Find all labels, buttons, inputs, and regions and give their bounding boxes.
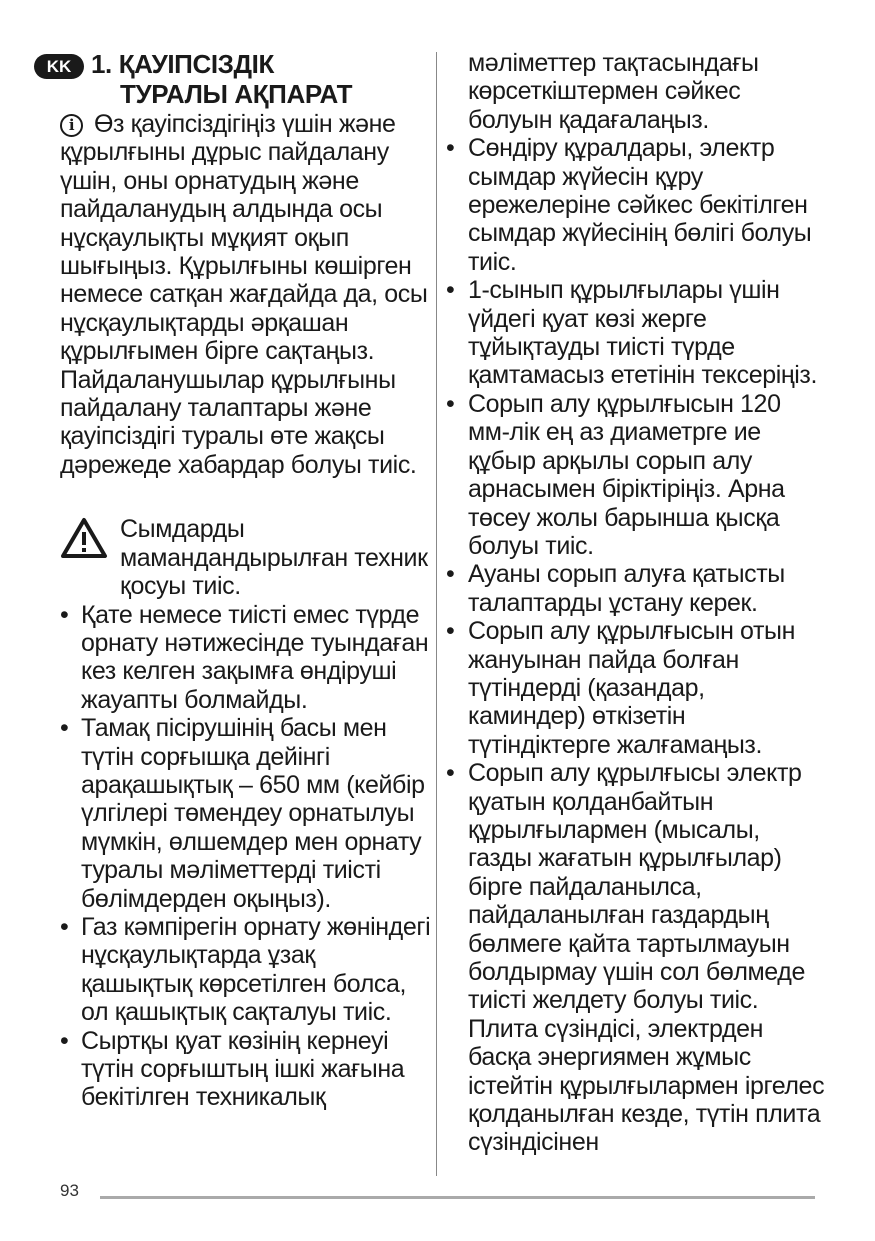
left-column [46,49,432,1112]
page-number: 93 [60,1181,79,1200]
heading-line-2: ТУРАЛЫ АҚПАРАТ [120,79,353,109]
right-column [446,49,826,1157]
info-icon: i [60,114,83,137]
list-item: • Сорып алу құрылғысы электр қуатын қолданбайтын құрылғылармен (мысалы, газды жағатын құрылғылар) бірге пайдаланылса, пайдаланылған газдардың бөлмеге қайта тартылмауын болдырмау үшін сол бөлмеде тиісті желдету болуы тиіс. Плита сүзіндісі, электрден басқа энергиямен жұмыс істейтін құрылғылармен іргелес қолданылған кезде, түтін плита сүзіндісінен [446,759,826,1157]
list-item: • Ауаны сорып алуға қатысты талаптарды ұстану керек. [446,560,826,617]
section-heading [46,49,432,109]
continuation-text: мәліметтер тақтасындағы көрсеткіштермен сәйкес болуын қадағалаңыз. [468,49,759,134]
list-item: • Қате немесе тиісті емес түрде орнату нәтижесінде туындаған кез келген зақымға өндіруші жауапты болмайды. [60,601,432,715]
heading-line-1: 1. ҚАУІПСІЗДІК [91,49,274,79]
list-item: • Сорып алу құрылғысын отын жануынан пайда болған түтіндерді (қазандар, каминдер) өткізетін түтіндіктерге жалғамаңыз. [446,617,826,759]
intro-paragraph [60,110,432,479]
language-badge: KK [34,54,84,79]
warning-block [60,515,432,600]
left-bullet-list [60,601,432,1112]
list-item: • Сыртқы қуат көзінің кернеуі түтін сорғыштың ішкі жағына бекітілген техникалық [60,1027,432,1112]
list-item: • Газ кәмпірегін орнату жөніндегі нұсқаулықтарда ұзақ қашықтық көрсетілген болса, ол қашықтық сақталуы тиіс. [60,913,432,1027]
column-divider [436,52,437,1176]
footer-rule [100,1196,815,1199]
list-item: • 1-сынып құрылғылары үшін үйдегі қуат көзі жерге тұйықтауды тиісті түрде қамтамасыз ететінін тексеріңіз. [446,276,826,390]
list-item: • Тамақ пісірушінің басы мен түтін сорғышқа дейінгі арақашықтық – 650 мм (кейбір үлгілері төмендеу орнатылуы мүмкін, өлшемдер мен орнату туралы мәліметтерді тиісті бөлімдерден оқыңыз). [60,714,432,913]
list-item: • Сорып алу құрылғысын 120 мм-лік ең аз диаметрге ие құбыр арқылы сорып алу арнасымен біріктіріңіз. Арна төсеу жолы барынша қысқа болуы тиіс. [446,390,826,560]
warning-text: Сымдарды мамандандырылған техник қосуы тиіс. [120,515,428,601]
intro-text: Өз қауіпсіздігіңіз үшін және құрылғыны дұрыс пайдалану үшін, оны орнатудың және пайдаланудың алдында осы нұсқаулықты мұқият оқып шығыңыз. Құрылғыны көшірген немесе сатқан жағдайда да, осы нұсқаулықтарды әрқашан құрылғымен бірге сақтаңыз. Пайдаланушылар құрылғыны пайдалану талаптары және қауіпсіздігі туралы өте жақсы дәрежеде хабардар болуы тиіс. [60,110,428,479]
warning-triangle-icon [60,517,108,559]
list-item: • Сөндіру құралдары, электр сымдар жүйесін құру ережелеріне сәйкес бекітілген сымдар жүйесінің бөлігі болуы тиіс. [446,134,826,276]
right-bullet-list [446,134,826,1157]
